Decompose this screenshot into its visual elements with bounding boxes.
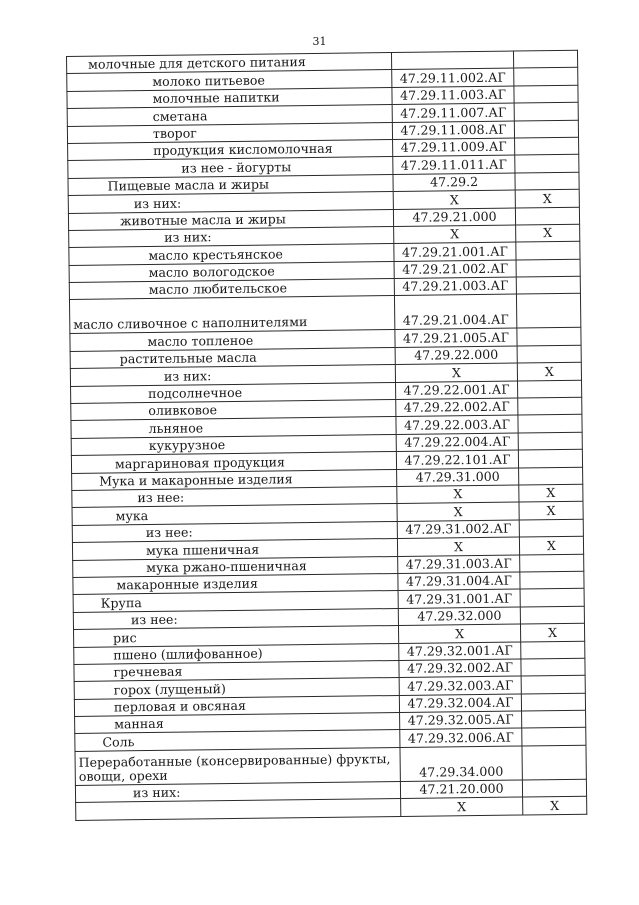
item-name-cell: животные масла и жиры — [68, 209, 393, 230]
mark-cell — [520, 606, 584, 624]
code-cell: 47.29.31.000 — [397, 468, 519, 487]
mark-cell: X — [519, 502, 583, 520]
item-name-cell: растительные масла — [70, 347, 395, 368]
mark-cell — [517, 345, 581, 363]
item-name-cell: творог — [67, 122, 392, 143]
code-cell: X — [397, 502, 519, 521]
mark-cell — [516, 276, 580, 294]
mark-cell — [522, 728, 586, 746]
code-cell: 47.29.21.004.АГ — [395, 294, 517, 329]
code-cell: X — [395, 363, 517, 382]
code-cell: 47.29.22.002.АГ — [396, 398, 518, 417]
mark-cell — [518, 432, 582, 450]
code-cell: 47.29.31.004.АГ — [398, 572, 520, 591]
item-name-cell: масло топленое — [70, 330, 395, 351]
mark-cell: X — [519, 536, 583, 554]
code-cell: 47.29.32.006.АГ — [400, 728, 522, 747]
mark-cell — [516, 259, 580, 277]
code-cell: 47.29.31.001.АГ — [398, 589, 520, 608]
item-name-cell: из нее: — [72, 521, 397, 542]
mark-cell — [514, 120, 578, 138]
code-cell: 47.29.21.000 — [394, 208, 516, 227]
code-cell — [392, 51, 514, 70]
mark-cell: X — [520, 623, 584, 641]
mark-cell — [514, 102, 578, 120]
code-cell: 47.29.34.000 — [400, 746, 522, 781]
classification-table — [66, 50, 587, 821]
mark-cell: X — [517, 362, 581, 380]
item-name-cell: льняное — [71, 417, 396, 438]
code-cell: 47.29.21.002.АГ — [394, 260, 516, 279]
code-cell: 47.29.32.003.АГ — [399, 676, 521, 695]
item-name-cell: оливковое — [71, 400, 396, 421]
item-name-cell: молоко питьевое — [67, 70, 392, 91]
code-cell: 47.29.31.003.АГ — [398, 555, 520, 574]
item-name-cell: горох (лущеный) — [74, 678, 399, 699]
item-name-cell: масло вологодское — [69, 261, 394, 282]
code-cell: 47.29.11.011.АГ — [393, 155, 515, 174]
item-name-cell: Мука и макаронные изделия — [72, 469, 397, 490]
item-name-cell: из них: — [70, 365, 395, 386]
code-cell: 47.29.11.008.АГ — [392, 121, 514, 140]
mark-cell: X — [516, 224, 580, 242]
code-cell: 47.29.22.004.АГ — [396, 433, 518, 452]
code-cell: 47.29.2 — [393, 173, 515, 192]
code-cell: 47.29.22.000 — [395, 346, 517, 365]
item-name-cell: манная — [75, 713, 400, 734]
item-name-cell: из них: — [69, 226, 394, 247]
item-name-cell: перловая и овсяная — [74, 695, 399, 716]
item-name-cell: пшено (шлифованное) — [74, 643, 399, 664]
item-name-cell: масло сливочное с наполнителями — [69, 296, 395, 334]
mark-cell — [521, 658, 585, 676]
page-number: 31 — [312, 35, 327, 48]
item-name-cell: из них: — [68, 192, 393, 213]
code-cell: X — [394, 225, 516, 244]
item-name-cell: продукция кисломолочная — [68, 139, 393, 160]
mark-cell — [514, 85, 578, 103]
code-cell: 47.29.32.001.АГ — [399, 641, 521, 660]
mark-cell — [522, 779, 586, 797]
item-name-cell: из нее: — [73, 608, 398, 629]
code-cell: 47.29.11.009.АГ — [393, 138, 515, 157]
code-cell: X — [401, 797, 523, 816]
mark-cell: X — [515, 189, 579, 207]
item-name-cell: Переработанные (консервированные) фрукты, овощи, орехи — [75, 747, 401, 785]
mark-cell — [520, 571, 584, 589]
item-name-cell: масло крестьянское — [69, 244, 394, 265]
code-cell: 47.29.11.007.АГ — [392, 103, 514, 122]
item-name-cell: из них: — [75, 781, 400, 802]
item-name-cell: мука пшеничная — [72, 539, 397, 560]
code-cell: 47.29.32.000 — [398, 607, 520, 626]
item-name-cell: молочные для детского питания — [67, 53, 392, 74]
item-name-cell: сметана — [67, 105, 392, 126]
mark-cell — [514, 68, 578, 86]
item-name-cell: Крупа — [73, 591, 398, 612]
mark-cell — [521, 675, 585, 693]
code-cell: X — [398, 537, 520, 556]
code-cell: 47.29.32.002.АГ — [399, 659, 521, 678]
item-name-cell: Пищевые масла и жиры — [68, 174, 393, 195]
mark-cell — [521, 710, 585, 728]
item-name-cell: молочные напитки — [67, 87, 392, 108]
item-name-cell: подсолнечное — [71, 382, 396, 403]
mark-cell — [516, 294, 580, 329]
mark-cell — [520, 554, 584, 572]
code-cell: 47.29.22.003.АГ — [396, 415, 518, 434]
mark-cell: X — [519, 484, 583, 502]
mark-cell — [522, 745, 586, 780]
code-cell: 47.21.20.000 — [400, 780, 522, 799]
mark-cell — [518, 449, 582, 467]
item-name-cell: масло любительское — [69, 279, 394, 300]
code-cell: 47.29.22.001.АГ — [396, 381, 518, 400]
item-name-cell: гречневая — [74, 660, 399, 681]
code-cell: 47.29.11.002.АГ — [392, 68, 514, 87]
item-name-cell: кукурузное — [71, 434, 396, 455]
code-cell: X — [393, 190, 515, 209]
mark-cell — [519, 467, 583, 485]
mark-cell — [516, 242, 580, 260]
table-body — [67, 50, 587, 820]
mark-cell — [513, 50, 577, 68]
mark-cell — [518, 415, 582, 433]
mark-cell — [517, 380, 581, 398]
item-name-cell: Соль — [75, 730, 400, 751]
mark-cell — [518, 397, 582, 415]
mark-cell — [519, 519, 583, 537]
code-cell: 47.29.31.002.АГ — [397, 520, 519, 539]
code-cell: 47.29.21.001.АГ — [394, 242, 516, 261]
code-cell: 47.29.11.003.АГ — [392, 86, 514, 105]
item-name-cell — [76, 799, 401, 820]
mark-cell: X — [523, 796, 587, 814]
item-name-cell: рис — [74, 626, 399, 647]
mark-cell — [520, 589, 584, 607]
item-name-cell: макаронные изделия — [73, 573, 398, 594]
code-cell: X — [397, 485, 519, 504]
mark-cell — [515, 207, 579, 225]
item-name-cell: из нее - йогурты — [68, 157, 393, 178]
code-cell: X — [399, 624, 521, 643]
mark-cell — [521, 641, 585, 659]
code-cell: 47.29.32.004.АГ — [399, 694, 521, 713]
item-name-cell: мука ржано-пшеничная — [73, 556, 398, 577]
item-name-cell: из нее: — [72, 486, 397, 507]
code-cell: 47.29.22.101.АГ — [396, 450, 518, 469]
mark-cell — [521, 693, 585, 711]
mark-cell — [515, 155, 579, 173]
mark-cell — [515, 172, 579, 190]
mark-cell — [517, 328, 581, 346]
code-cell: 47.29.32.005.АГ — [400, 711, 522, 730]
item-name-cell: маргариновая продукция — [71, 452, 396, 473]
code-cell: 47.29.21.003.АГ — [394, 277, 516, 296]
code-cell: 47.29.21.005.АГ — [395, 328, 517, 347]
item-name-cell: мука — [72, 504, 397, 525]
mark-cell — [514, 137, 578, 155]
